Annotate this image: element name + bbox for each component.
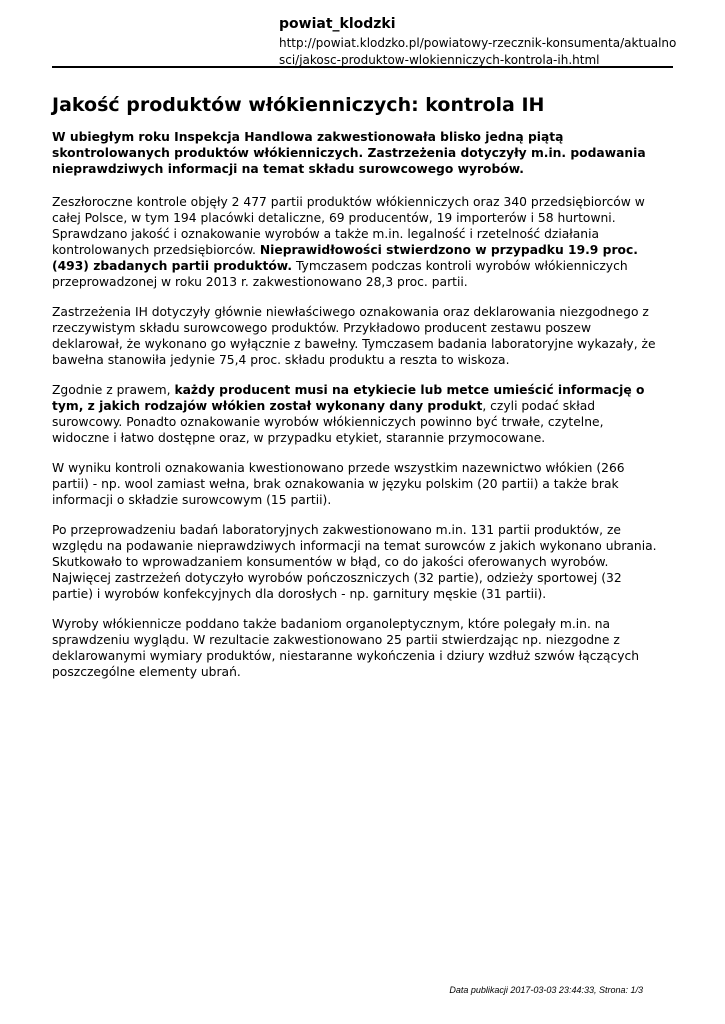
paragraph-3-text-a: Zgodnie z prawem, [52, 383, 175, 397]
header-divider [52, 66, 673, 68]
paragraph-3 [52, 382, 662, 446]
article-title: Jakość produktów włókienniczych: kontrola IH [52, 94, 545, 116]
paragraph-3-text-b: , czyli podać skład surowcowy. Ponadto oznakowanie wyrobów włókienniczych powinno być trwałe, czytelne, widoczne i łatwo dostępne oraz, w przypadku etykiet, starannie przymocowane. [52, 399, 604, 445]
site-name: powiat_klodzki [279, 16, 396, 32]
page-header [279, 15, 679, 69]
paragraph-1-bold: Nieprawidłowości stwierdzono w przypadku 19.9 proc. (493) zbadanych partii produktów. [52, 243, 638, 273]
paragraph-4: W wyniku kontroli oznakowania kwestionowano przede wszystkim nazewnictwo włókien (266 partii) - np. wool zamiast wełna, brak oznakowania w języku polskim (20 partii) a także brak informacji o składzie surowcowym (15 partii). [52, 461, 625, 507]
publication-footer: Data publikacji 2017-03-03 23:44:33, Strona: 1/3 [449, 985, 643, 995]
paragraph-1-text-b: Tymczasem podczas kontroli wyrobów włókienniczych przeprowadzonej w roku 2013 r. zakwestionowano 28,3 proc. partii. [52, 259, 628, 289]
source-url[interactable]: http://powiat.klodzko.pl/powiatowy-rzecznik-konsumenta/aktualnosci/jakosc-produktow-wlokienniczych-kontrola-ih.html [279, 36, 677, 67]
paragraph-5: Po przeprowadzeniu badań laboratoryjnych zakwestionowano m.in. 131 partii produktów, ze względu na podawanie nieprawdziwych informacji na temat surowców z jakich wykonano ubrania. Skutkowało to wprowadzaniem konsumentów w błąd, co do jakości oferowanych wyrobów. Najwięcej zastrzeżeń dotyczyło wyrobów pończoszniczych (32 partie), odzieży sportowej (32 partie) i wyrobów konfekcyjnych dla dorosłych - np. garnitury męskie (31 partii). [52, 523, 657, 601]
paragraph-2: Zastrzeżenia IH dotyczyły głównie niewłaściwego oznakowania oraz deklarowania niezgodnego z rzeczywistym składu surowcowego produktów. Przykładowo producent zestawu poszew deklarował, że wykonano go wyłącznie z bawełny. Tymczasem badania laboratoryjne wykazały, że bawełna stanowiła jedynie 75,4 proc. składu produktu a reszta to wiskoza. [52, 305, 656, 367]
paragraph-3-bold: każdy producent musi na etykiecie lub metce umieścić informację o tym, z jakich rodzajów włókien został wykonany dany produkt [52, 383, 645, 413]
article [52, 93, 662, 694]
paragraph-6: Wyroby włókiennicze poddano także badaniom organoleptycznym, które polegały m.in. na sprawdzeniu wyglądu. W rezultacie zakwestionowano 25 partii stwierdzając np. niezgodne z deklarowanymi wymiary produktów, niestaranne wykończenia i dziury wzdłuż szwów łączących poszczególne elementy ubrań. [52, 617, 640, 679]
article-lead: W ubiegłym roku Inspekcja Handlowa zakwestionowała blisko jedną piątą skontrolowanych produktów włókienniczych. Zastrzeżenia dotyczyły m.in. podawania nieprawdziwych informacji na temat składu surowcowego wyrobów. [52, 130, 646, 176]
paragraph-1-text-a: Zeszłoroczne kontrole objęły 2 477 partii produktów włókienniczych oraz 340 przedsiębiorców w całej Polsce, w tym 194 placówki detaliczne, 69 producentów, 19 importerów i 58 hurtowni. Sprawdzano jakość i oznakowanie wyrobów a także m.in. legalność i rzetelność działania kontrolowanych przedsiębiorców. [52, 195, 645, 257]
paragraph-1 [52, 194, 662, 290]
